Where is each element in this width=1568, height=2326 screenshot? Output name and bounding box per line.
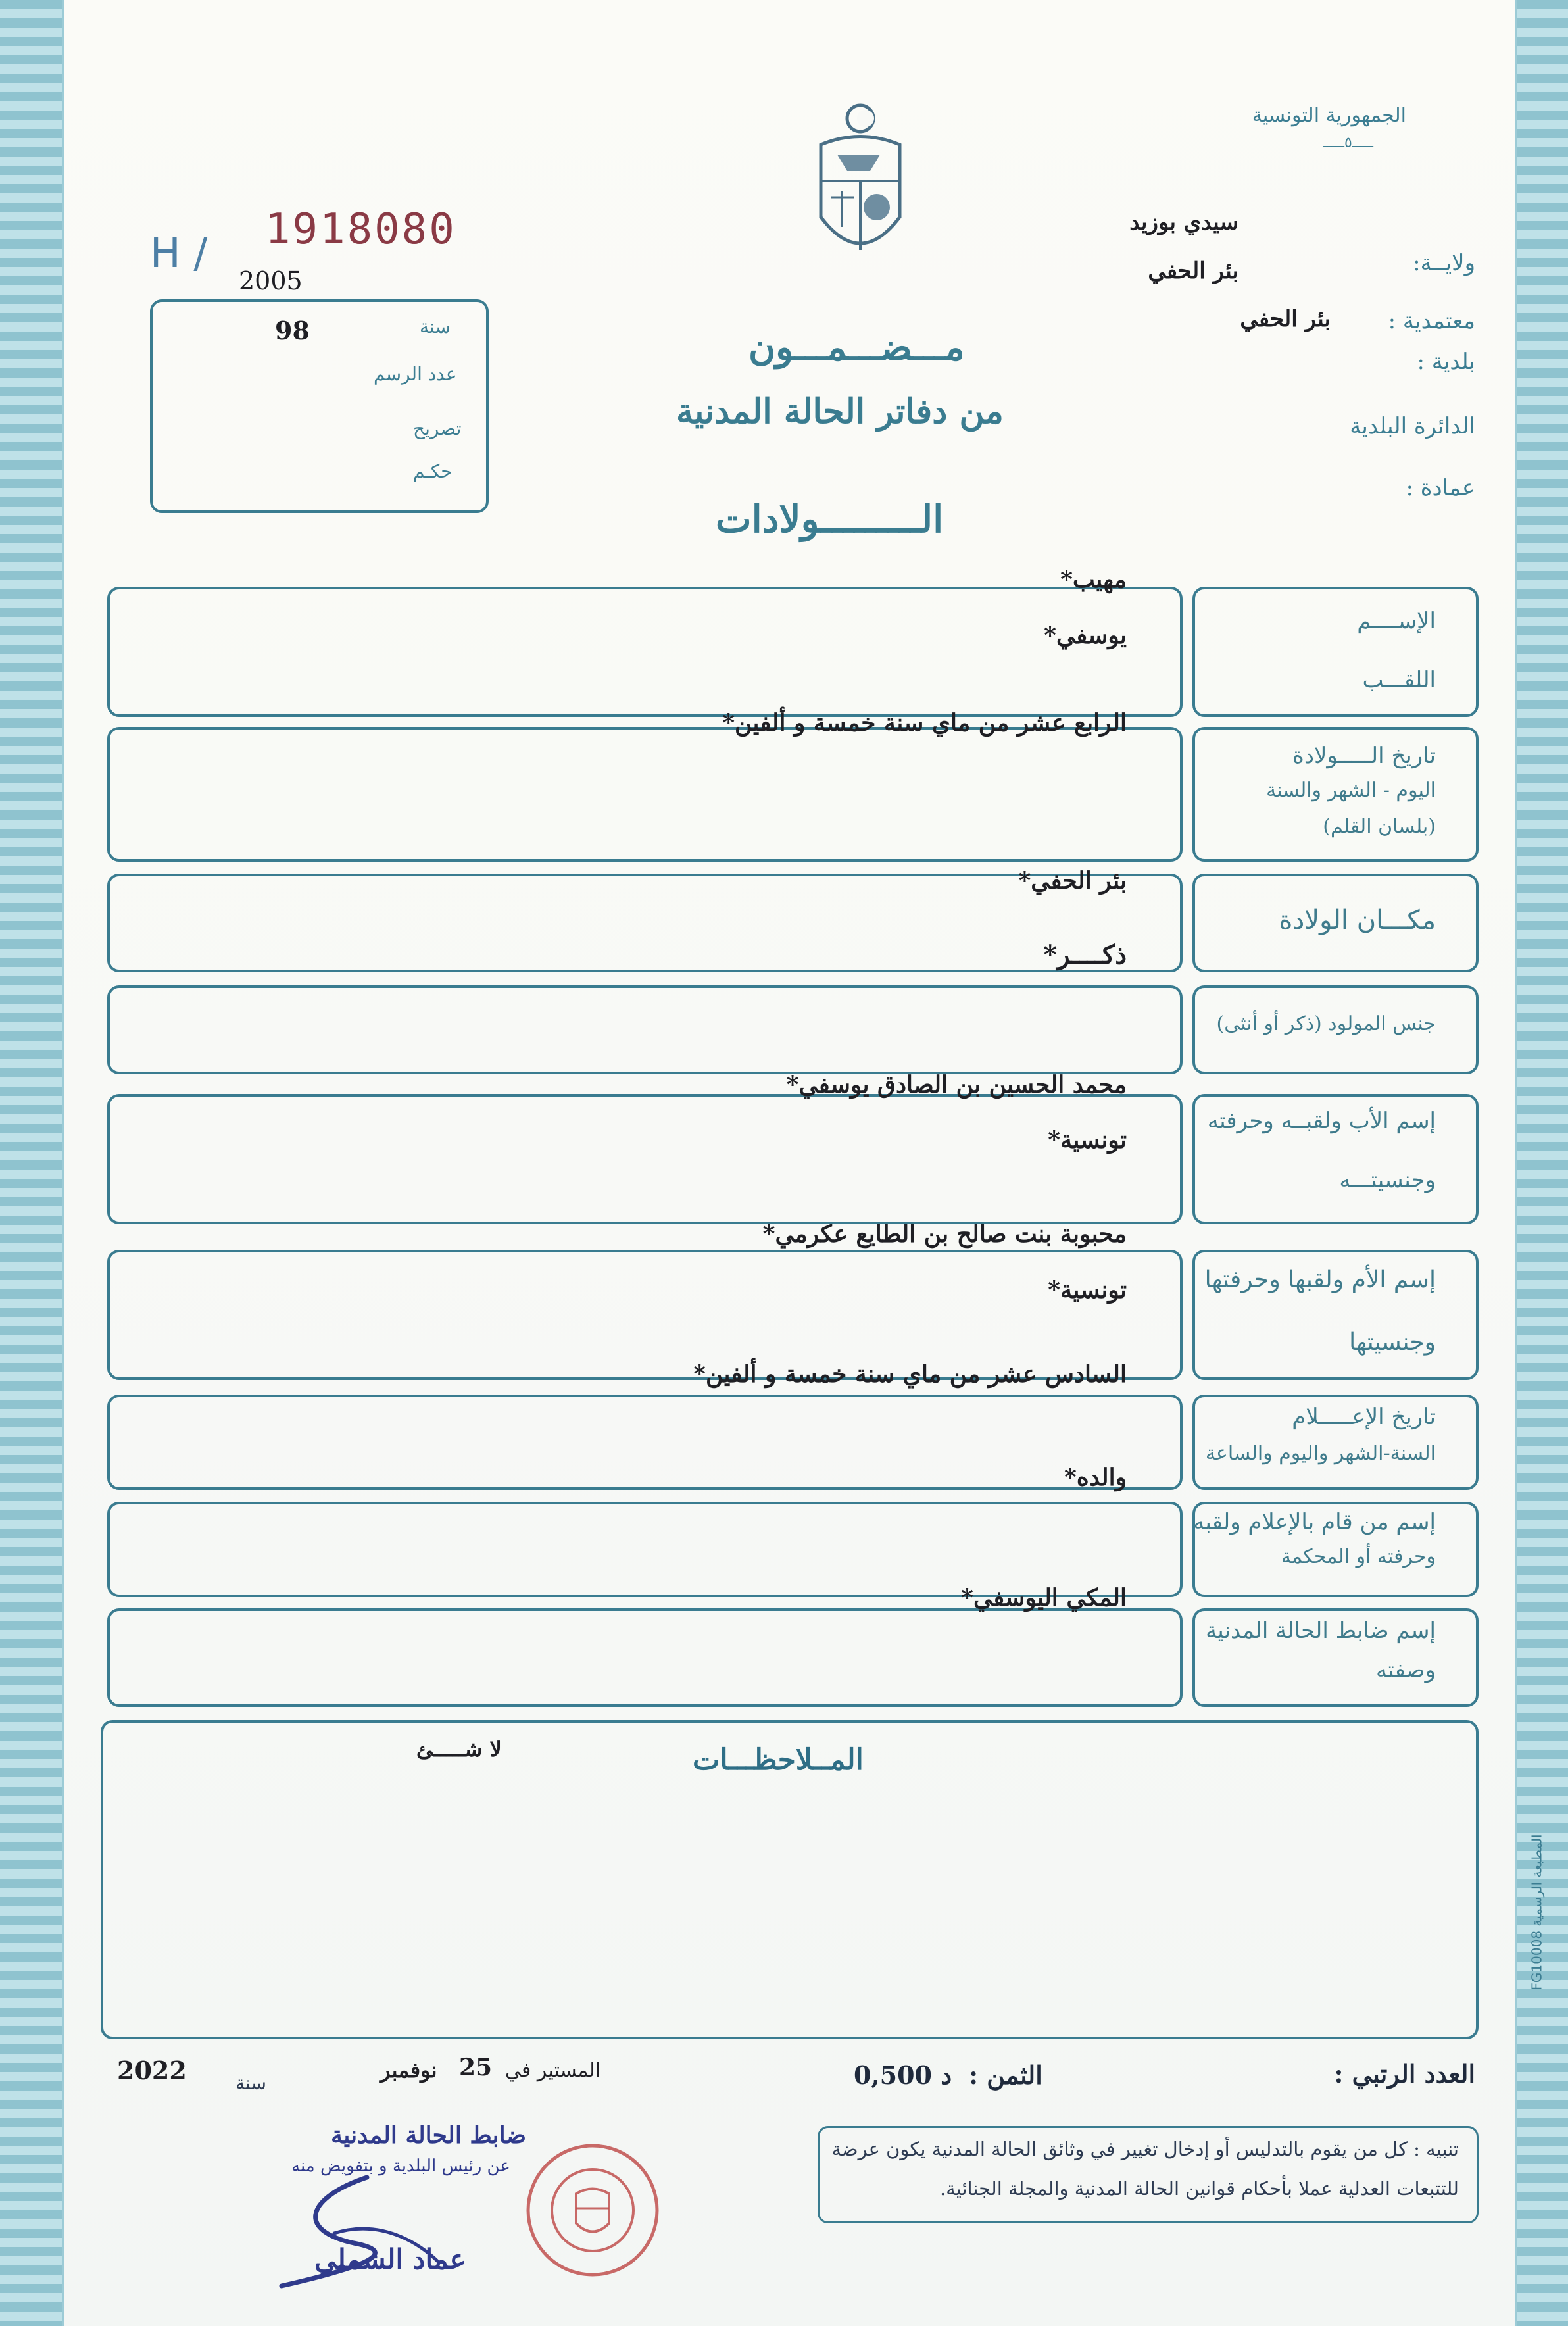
declaration-date-value-box xyxy=(107,1395,1183,1490)
price-label: الثمن : xyxy=(969,2060,1042,2090)
handwritten-signature xyxy=(255,2171,453,2296)
place-date-label: المستير في xyxy=(505,2059,601,2082)
first-name-value: مهيب* xyxy=(1060,566,1127,593)
officer-signature-title: ضابط الحالة المدنية xyxy=(331,2121,527,2149)
officer-label: إسم ضابط الحالة المدنية xyxy=(1206,1618,1436,1644)
governorate-value: سيدي بوزيد xyxy=(1129,209,1238,235)
governorate-label: ولايــة: xyxy=(1413,250,1475,276)
document-title: مـــضـــمـــون xyxy=(748,326,965,369)
remarks-title: المــلاحظـــات xyxy=(693,1743,864,1777)
last-name-value: يوسفي* xyxy=(1044,622,1127,649)
birth-date-value-box xyxy=(107,727,1183,862)
sector-label: عمادة : xyxy=(1406,475,1475,501)
declaration-date-value: السادس عشر من ماي سنة خمسة و ألفين* xyxy=(693,1360,1127,1388)
registry-act-number-label: عدد الرسم xyxy=(374,363,457,385)
name-value-box xyxy=(107,587,1183,717)
declaration-date-label: تاريخ الإعـــــلام xyxy=(1292,1404,1436,1430)
republic-heading: الجمهورية التونسية xyxy=(1252,104,1406,127)
registry-act-number-value: 98 xyxy=(275,316,310,345)
registry-series: H / xyxy=(150,229,208,277)
first-name-label: الإســــم xyxy=(1357,608,1436,634)
municipality-label: بلدية : xyxy=(1417,349,1475,375)
registry-declaration-label: تصريح xyxy=(413,418,462,439)
last-name-label: اللقـــب xyxy=(1362,667,1436,693)
paper xyxy=(62,0,1545,2326)
declarant-value-box xyxy=(107,1502,1183,1597)
birth-place-value: بئر الحفي* xyxy=(1018,867,1127,895)
declarant-label: إسم من قام بالإعلام ولقبه xyxy=(1193,1509,1436,1535)
municipal-stamp-seal xyxy=(524,2141,662,2279)
document-subtitle: من دفاتر الحالة المدنية xyxy=(676,391,1004,432)
officer-value-box xyxy=(107,1608,1183,1707)
issue-year-value: 2022 xyxy=(117,2056,187,2085)
district-label: الدائرة البلدية xyxy=(1350,413,1475,439)
mother-nationality-value: تونسية* xyxy=(1048,1276,1127,1304)
mother-label: إسم الأم ولقبها وحرفتها xyxy=(1204,1266,1436,1293)
declarant-value: والده* xyxy=(1064,1464,1127,1491)
birth-date-label-note: (بلسان القلم) xyxy=(1323,815,1436,838)
father-label: إسم الأب ولقبــه وحرفته xyxy=(1207,1108,1436,1134)
delegation-value: بئر الحفي xyxy=(1148,258,1238,284)
remarks-value: لا شـــــئ xyxy=(416,1737,502,1762)
delegation-label: معتمدية : xyxy=(1388,308,1475,334)
registry-number: 1918080 xyxy=(265,205,456,254)
father-label-detail: وجنسيتـــه xyxy=(1339,1167,1436,1193)
birth-date-label-detail: اليوم - الشهر والسنة xyxy=(1266,779,1436,802)
birth-place-label: مكـــان الولادة xyxy=(1279,905,1436,935)
legal-notice-text-continued: للتتبعات العدلية عملا بأحكام قوانين الحالة المدنية والمجلة الجنائية. xyxy=(939,2177,1459,2200)
father-value-box xyxy=(107,1094,1183,1224)
issue-day-value: 25 xyxy=(459,2054,493,2081)
sex-value: ذكــــر* xyxy=(1043,939,1127,970)
declarant-label-detail: وحرفته أو المحكمة xyxy=(1281,1545,1436,1568)
sex-value-box xyxy=(107,985,1183,1074)
registry-judgment-label: حكـم xyxy=(413,460,453,482)
officer-signature-name: عماد الشملي xyxy=(314,2243,466,2275)
serial-label: العدد الرتبي : xyxy=(1334,2059,1475,2089)
republic-separator: ـــــ٥ـــــ xyxy=(1323,135,1373,151)
birth-date-label: تاريخ الـــــولادة xyxy=(1292,743,1436,769)
coat-of-arms-emblem xyxy=(801,99,919,276)
mother-name-value: محبوبة بنت صالح بن الطايع عكرمي* xyxy=(762,1220,1127,1248)
section-title: الـــــــــولادات xyxy=(716,497,944,541)
municipality-value: بئر الحفي xyxy=(1240,306,1331,332)
sex-label: جنس المولود (ذكر أو أنثى) xyxy=(1216,1012,1436,1035)
declaration-date-label-detail: السنة-الشهر واليوم والساعة xyxy=(1205,1442,1436,1465)
officer-signature-delegation: عن رئيس البلدية و بتفويض منه xyxy=(291,2156,510,2176)
birth-date-value: الرابع عشر من ماي سنة خمسة و ألفين* xyxy=(722,709,1127,737)
officer-recorded-value: المكي اليوسفي* xyxy=(961,1584,1127,1612)
father-nationality-value: تونسية* xyxy=(1048,1126,1127,1154)
issue-month-value: نوفمبر xyxy=(380,2058,437,2083)
issue-year-label: سنة xyxy=(235,2072,266,2094)
mother-label-detail: وجنسيتها xyxy=(1349,1329,1436,1356)
registry-year-label: سنة xyxy=(420,316,451,337)
legal-notice-text: تنبيه : كل من يقوم بالتدليس أو إدخال تغيير في وثائق الحالة المدنية يكون عرضة xyxy=(831,2138,1459,2160)
officer-label-detail: وصفته xyxy=(1376,1657,1436,1683)
printer-mark: المطبعة الرسمية FG10008 xyxy=(1529,1834,1545,1991)
price-value: 0,500 د xyxy=(854,2060,952,2090)
father-name-value: محمد الحسين بن الصادق يوسفي* xyxy=(786,1071,1127,1099)
registry-year-value: 2005 xyxy=(239,266,303,295)
